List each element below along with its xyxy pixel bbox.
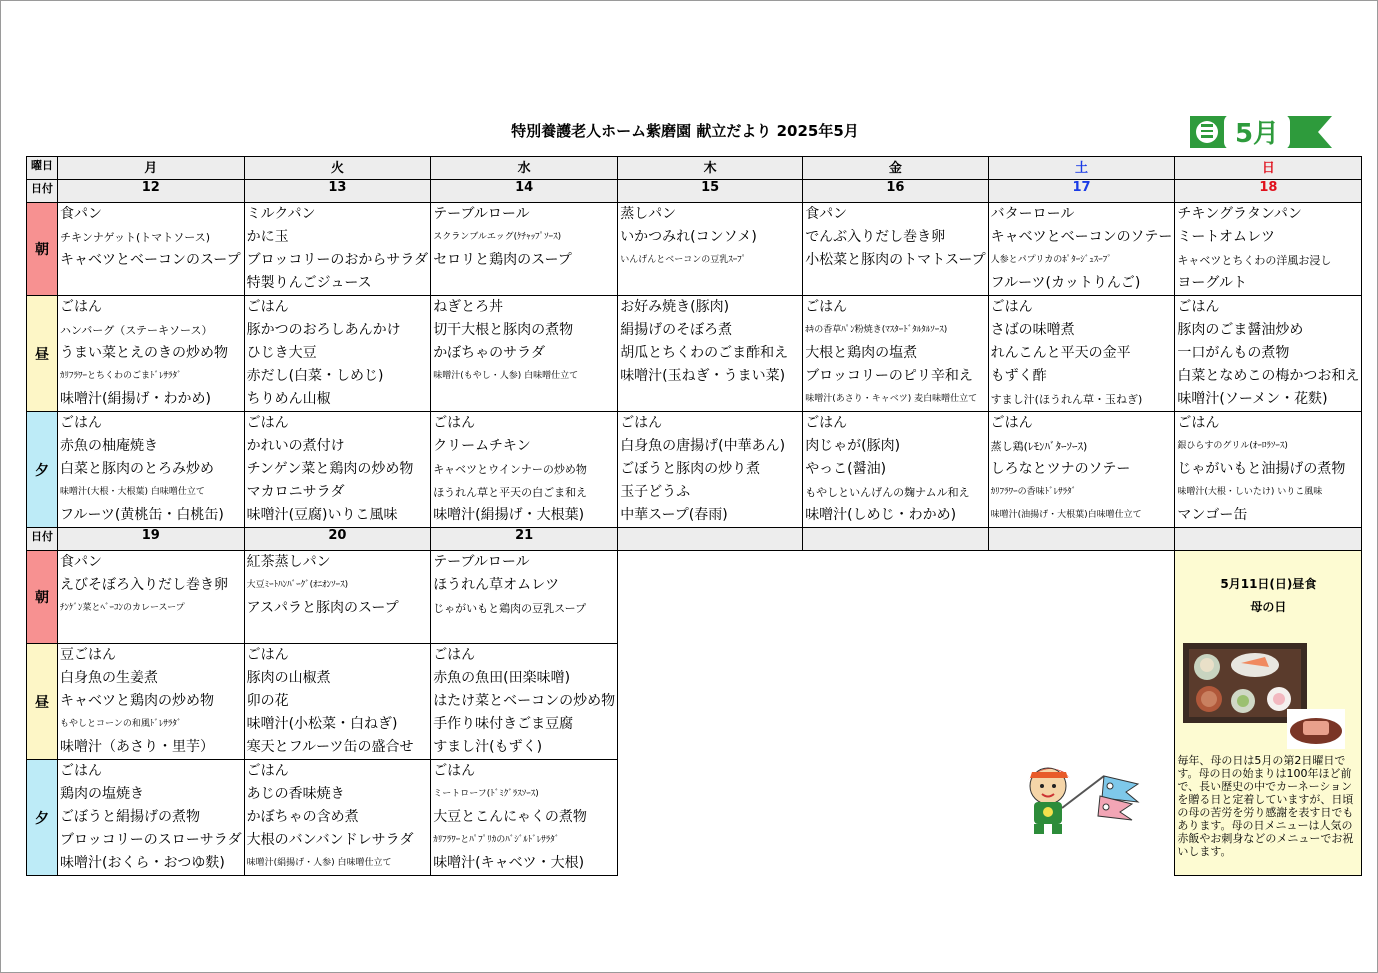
menu-item: 味噌汁(絹揚げ・わかめ) [60, 391, 211, 407]
menu-item: 切干大根と豚肉の煮物 [433, 322, 574, 338]
menu-item: ﾎｷの香草ﾊﾟﾝ粉焼き(ﾏｽﾀｰﾄﾞﾀﾙﾀﾙｿｰｽ) [805, 325, 948, 335]
event-title: 母の日 [1250, 600, 1287, 614]
menu-item: 玉子どうふ [620, 484, 691, 500]
menu-cell [618, 412, 803, 528]
menu-cell [431, 644, 618, 760]
date-cell: 19 [58, 528, 245, 551]
menu-item: やっこ(醤油) [805, 461, 887, 477]
menu-item: 味噌汁(おくら・おつゆ麩) [60, 855, 225, 871]
menu-item: 一口がんもの煮物 [1177, 345, 1290, 361]
menu-item: 蒸しパン [620, 206, 677, 222]
weekday-header: 火 [244, 157, 431, 180]
menu-item: ブロッコリーのピリ辛和え [805, 368, 973, 384]
menu-cell [431, 296, 618, 412]
menu-item: ほうれん草と平天の白ごま和え [433, 486, 588, 499]
event-description: 毎年、母の日は5月の第2日曜日です。母の日の始まりは100年ほど前で、長い歴史の中でカーネーションを贈る日と定着していますが、日頃の母の苦労を労り感謝を表す日でもあります。母の日メニューは人気の赤飯やお刺身などのメニューでお祝いします。 [1177, 754, 1354, 858]
menu-item: 豚かつのおろしあんかけ [246, 322, 401, 338]
menu-item: ごはん [620, 415, 663, 431]
weekday-header: 日 [1175, 157, 1362, 180]
menu-item: 食パン [60, 206, 102, 222]
menu-item: 味噌汁(あさり・キャベツ) 麦白味噌仕立て [805, 394, 978, 404]
menu-item: 小松菜と豚肉のトマトスープ [805, 252, 986, 268]
menu-cell [431, 551, 618, 644]
date-cell: 13 [244, 180, 431, 203]
date-cell: 20 [244, 528, 431, 551]
date-label: 日付 [27, 528, 58, 551]
menu-item: 赤魚の魚田(田楽味噌) [433, 670, 571, 686]
menu-item: フルーツ(カットりんご) [990, 275, 1141, 291]
menu-item: ごはん [246, 647, 289, 663]
menu-item: あじの香味焼き [246, 786, 345, 802]
menu-item: ちりめん山椒 [246, 391, 331, 407]
menu-item: ひじき大豆 [246, 345, 317, 361]
menu-item: 味噌汁(小松菜・白ねぎ) [246, 716, 398, 732]
menu-cell [244, 644, 431, 760]
menu-item: 味噌汁(豆腐)いりこ風味 [246, 507, 398, 523]
mascot-illustration [1008, 752, 1150, 836]
menu-item: チキングラタンパン [1177, 206, 1302, 222]
menu-cell [58, 760, 245, 876]
meal-label-yoru: 夕 [27, 412, 58, 528]
menu-item: ｶﾘﾌﾗﾜｰとちくわのごまﾄﾞﾚｻﾗﾀﾞ [60, 371, 182, 381]
menu-cell [803, 412, 988, 528]
date-label: 日付 [27, 180, 58, 203]
menu-item: 味噌汁(絹揚げ・人参) 白味噌仕立て [246, 858, 392, 868]
weekday-header: 水 [431, 157, 618, 180]
menu-item: 紅茶蒸しパン [246, 554, 331, 570]
menu-table [26, 156, 1362, 876]
menu-cell [244, 412, 431, 528]
menu-cell [244, 760, 431, 876]
menu-cell [618, 296, 803, 412]
menu-item: マンゴー缶 [1177, 507, 1248, 523]
menu-item: 白身魚の生姜煮 [60, 670, 158, 686]
menu-item: キャベツとちくわの洋風お浸し [1177, 254, 1332, 267]
menu-item: ごはん [433, 763, 476, 779]
menu-item: 味噌汁(キャベツ・大根) [433, 855, 585, 871]
menu-item: ごはん [805, 299, 848, 315]
menu-item: 赤だし(白菜・しめじ) [246, 368, 384, 384]
menu-item: ｶﾘﾌﾗﾜｰとﾊﾟﾌﾟﾘｶのﾊﾞｼﾞﾙﾄﾞﾚｻﾗﾀﾞ [433, 835, 560, 845]
menu-item: 寒天とフルーツ缶の盛合せ [246, 739, 414, 755]
may-badge [1190, 110, 1332, 154]
menu-item: えびそぼろ入りだし巻き卵 [60, 577, 228, 593]
menu-item: 大豆ﾐｰﾄﾊﾝﾊﾞｰｸﾞ(ｵﾆｵﾝｿｰｽ) [246, 580, 349, 590]
menu-item: キャベツとベーコンのソテー [990, 229, 1173, 245]
menu-cell [244, 203, 431, 296]
menu-item: ミートローフ(ﾄﾞﾐｸﾞﾗｽｿｰｽ) [433, 789, 539, 799]
menu-item: キャベツと鶏肉の炒め物 [60, 693, 214, 709]
menu-item: もやしといんげんの麹ナムル和え [805, 486, 970, 499]
menu-item: 大豆とこんにゃくの煮物 [433, 809, 587, 825]
menu-item: 手作り味付きごま豆腐 [433, 716, 574, 732]
menu-item: クリームチキン [433, 438, 531, 454]
menu-item: もずく酢 [990, 368, 1047, 384]
mothers-day-panel [1175, 551, 1362, 876]
menu-item: 食パン [60, 554, 102, 570]
menu-item: すまし汁(ほうれん草・玉ねぎ) [990, 393, 1143, 406]
weekday-header: 月 [58, 157, 245, 180]
menu-item: さばの味噌煮 [990, 322, 1075, 338]
meal-label-hiru: 昼 [27, 644, 58, 760]
menu-item: 鶏肉の塩焼き [60, 786, 144, 802]
menu-item: マカロニサラダ [246, 484, 345, 500]
meal-label-yoru: 夕 [27, 760, 58, 876]
menu-item: チンゲン菜と鶏肉の炒め物 [246, 461, 414, 477]
menu-item: テーブルロール [433, 554, 530, 570]
menu-cell [1175, 203, 1362, 296]
menu-item: ﾁﾝｹﾞﾝ菜とﾍﾞｰｺﾝのカレースープ [60, 603, 185, 613]
date-cell: 14 [431, 180, 618, 203]
page-title: 特別養護老人ホーム紫磨園 献立だより 2025年5月 [511, 122, 859, 140]
menu-item: 中華スープ(春雨) [620, 507, 728, 523]
menu-item: すまし汁(もずく) [433, 739, 543, 755]
date-cell: 15 [618, 180, 803, 203]
menu-item: 味噌汁(もやし・人参) 白味噌仕立て [433, 371, 579, 381]
date-cell: 16 [803, 180, 988, 203]
event-date: 5月11日(日)昼食 [1220, 577, 1317, 591]
meal-label-hiru: 昼 [27, 296, 58, 412]
menu-item: 味噌汁（あさり・里芋） [60, 739, 214, 755]
menu-item: スクランブルエッグ(ｹﾁｬｯﾌﾟｿｰｽ) [433, 232, 562, 242]
menu-item: 味噌汁(玉ねぎ・うまい菜) [620, 368, 786, 384]
menu-item: 蒸し鶏(ﾚﾓﾝﾊﾞﾀｰｿｰｽ) [990, 440, 1088, 453]
date-cell: 17 [988, 180, 1175, 203]
menu-cell [58, 203, 245, 296]
menu-item: ミルクパン [246, 206, 316, 222]
menu-item: ごはん [60, 763, 102, 779]
menu-cell [58, 412, 245, 528]
menu-item: はたけ菜とベーコンの炒め物 [433, 693, 616, 709]
menu-item: 特製りんごジュース [246, 275, 372, 291]
menu-item: セロリと鶏肉のスープ [433, 252, 572, 268]
menu-cell [244, 551, 431, 644]
badge-label: 5月 [1234, 119, 1280, 149]
menu-item: 大根と鶏肉の塩煮 [805, 345, 918, 361]
menu-item: ミートオムレツ [1177, 229, 1275, 245]
menu-item: いんげんとベーコンの豆乳ｽｰﾌﾟ [620, 255, 747, 265]
menu-item: ヨーグルト [1177, 275, 1247, 291]
menu-item: れんこんと平天の金平 [990, 345, 1131, 361]
menu-item: キャベツとベーコンのスープ [60, 252, 241, 268]
menu-item: ごはん [246, 763, 289, 779]
menu-item: ごはん [246, 415, 289, 431]
menu-item: うまい菜とえのきの炒め物 [60, 345, 228, 361]
menu-cell [58, 644, 245, 760]
menu-cell [431, 203, 618, 296]
menu-item: 人参とパプリカのﾎﾟﾀｰｼﾞｭｽｰﾌﾟ [990, 255, 1112, 265]
menu-item: 白菜となめこの梅かつお和え [1177, 368, 1360, 384]
menu-cell [1175, 296, 1362, 412]
menu-cell [988, 296, 1175, 412]
menu-item: 豚肉のごま醤油炒め [1177, 322, 1304, 338]
menu-item: フルーツ(黄桃缶・白桃缶) [60, 507, 224, 523]
menu-item: でんぶ入りだし巻き卵 [805, 229, 946, 245]
menu-item: 食パン [805, 206, 848, 222]
menu-item: 味噌汁(油揚げ・大根葉)白味噌仕立て [990, 510, 1142, 520]
menu-item: 味噌汁(ソーメン・花麩) [1177, 391, 1328, 407]
menu-item: しろなとツナのソテー [990, 461, 1131, 477]
menu-item: ごはん [990, 415, 1033, 431]
menu-item: ごはん [433, 647, 476, 663]
menu-cell [431, 760, 618, 876]
menu-item: 肉じゃが(豚肉) [805, 438, 901, 454]
menu-cell [1175, 412, 1362, 528]
weekday-label: 曜日 [27, 157, 58, 180]
menu-item: ｶﾘﾌﾗﾜｰの香味ﾄﾞﾚｻﾗﾀﾞ [990, 487, 1077, 497]
menu-item: 絹揚げのそぼろ煮 [620, 322, 733, 338]
menu-cell [803, 203, 988, 296]
menu-item: じゃがいもと鶏肉の豆乳スープ [433, 602, 587, 615]
menu-item: テーブルロール [433, 206, 530, 222]
menu-item: ごはん [433, 415, 476, 431]
menu-item: ほうれん草オムレツ [433, 577, 560, 593]
date-cell: 18 [1175, 180, 1362, 203]
menu-item: いかつみれ(コンソメ) [620, 229, 757, 245]
menu-item: 銀ひらすのグリル(ｵｰﾛﾗｿｰｽ) [1177, 441, 1288, 451]
weekday-header: 木 [618, 157, 803, 180]
menu-cell [58, 551, 245, 644]
menu-item: ごはん [990, 299, 1033, 315]
menu-cell [988, 203, 1175, 296]
menu-item: キャベツとウインナーの炒め物 [433, 463, 587, 476]
menu-item: 豆ごはん [60, 647, 116, 663]
menu-item: 味噌汁(しめじ・わかめ) [805, 507, 957, 523]
menu-item: お好み焼き(豚肉) [620, 299, 730, 315]
menu-cell [803, 296, 988, 412]
menu-item: 胡瓜とちくわのごま酢和え [620, 345, 789, 361]
menu-item: ごはん [60, 415, 102, 431]
menu-item: かれいの煮付け [246, 438, 345, 454]
menu-item: かぼちゃのサラダ [433, 345, 546, 361]
menu-item: 味噌汁(絹揚げ・大根葉) [433, 507, 585, 523]
menu-item: ブロッコリーのおからサラダ [246, 252, 429, 268]
meal-label-asa: 朝 [27, 551, 58, 644]
menu-item: かに玉 [246, 229, 289, 245]
weekday-header: 土 [988, 157, 1175, 180]
menu-item: ごぼうと豚肉の炒り煮 [620, 461, 761, 477]
menu-item: バターロール [990, 206, 1075, 222]
menu-cell [244, 296, 431, 412]
menu-item: ブロッコリーのスローサラダ [60, 832, 242, 848]
menu-item: 赤魚の柚庵焼き [60, 438, 158, 454]
date-cell: 12 [58, 180, 245, 203]
menu-item: かぼちゃの含め煮 [246, 809, 359, 825]
menu-cell [58, 296, 245, 412]
menu-item: ハンバーグ（ステーキソース） [60, 324, 213, 337]
menu-item: ごはん [805, 415, 848, 431]
menu-item: 味噌汁(大根・しいたけ) いりこ風味 [1177, 487, 1323, 497]
weekday-header: 金 [803, 157, 988, 180]
menu-item: アスパラと豚肉のスープ [246, 600, 399, 616]
menu-item: 大根のバンバンドレサラダ [246, 832, 414, 848]
menu-item: ごはん [1177, 415, 1220, 431]
menu-item: ごはん [1177, 299, 1220, 315]
date-cell: 21 [431, 528, 618, 551]
menu-item: ごはん [246, 299, 289, 315]
menu-item: ごはん [60, 299, 102, 315]
dessert-photo [1287, 709, 1345, 749]
menu-item: じゃがいもと油揚げの煮物 [1177, 461, 1346, 477]
menu-item: 卯の花 [246, 693, 289, 709]
menu-item: もやしとコーンの和風ﾄﾞﾚｻﾗﾀﾞ [60, 719, 182, 729]
menu-cell [431, 412, 618, 528]
menu-item: 味噌汁(大根・大根葉) 白味噌仕立て [60, 487, 205, 497]
menu-item: チキンナゲット(トマトソース) [60, 231, 211, 244]
menu-item: 白身魚の唐揚げ(中華あん) [620, 438, 786, 454]
menu-item: ごぼうと絹揚げの煮物 [60, 809, 200, 825]
menu-cell [618, 203, 803, 296]
menu-item: 豚肉の山椒煮 [246, 670, 331, 686]
menu-cell [988, 412, 1175, 528]
meal-label-asa: 朝 [27, 203, 58, 296]
menu-item: 白菜と豚肉のとろみ炒め [60, 461, 214, 477]
menu-item: ねぎとろ丼 [433, 299, 504, 315]
